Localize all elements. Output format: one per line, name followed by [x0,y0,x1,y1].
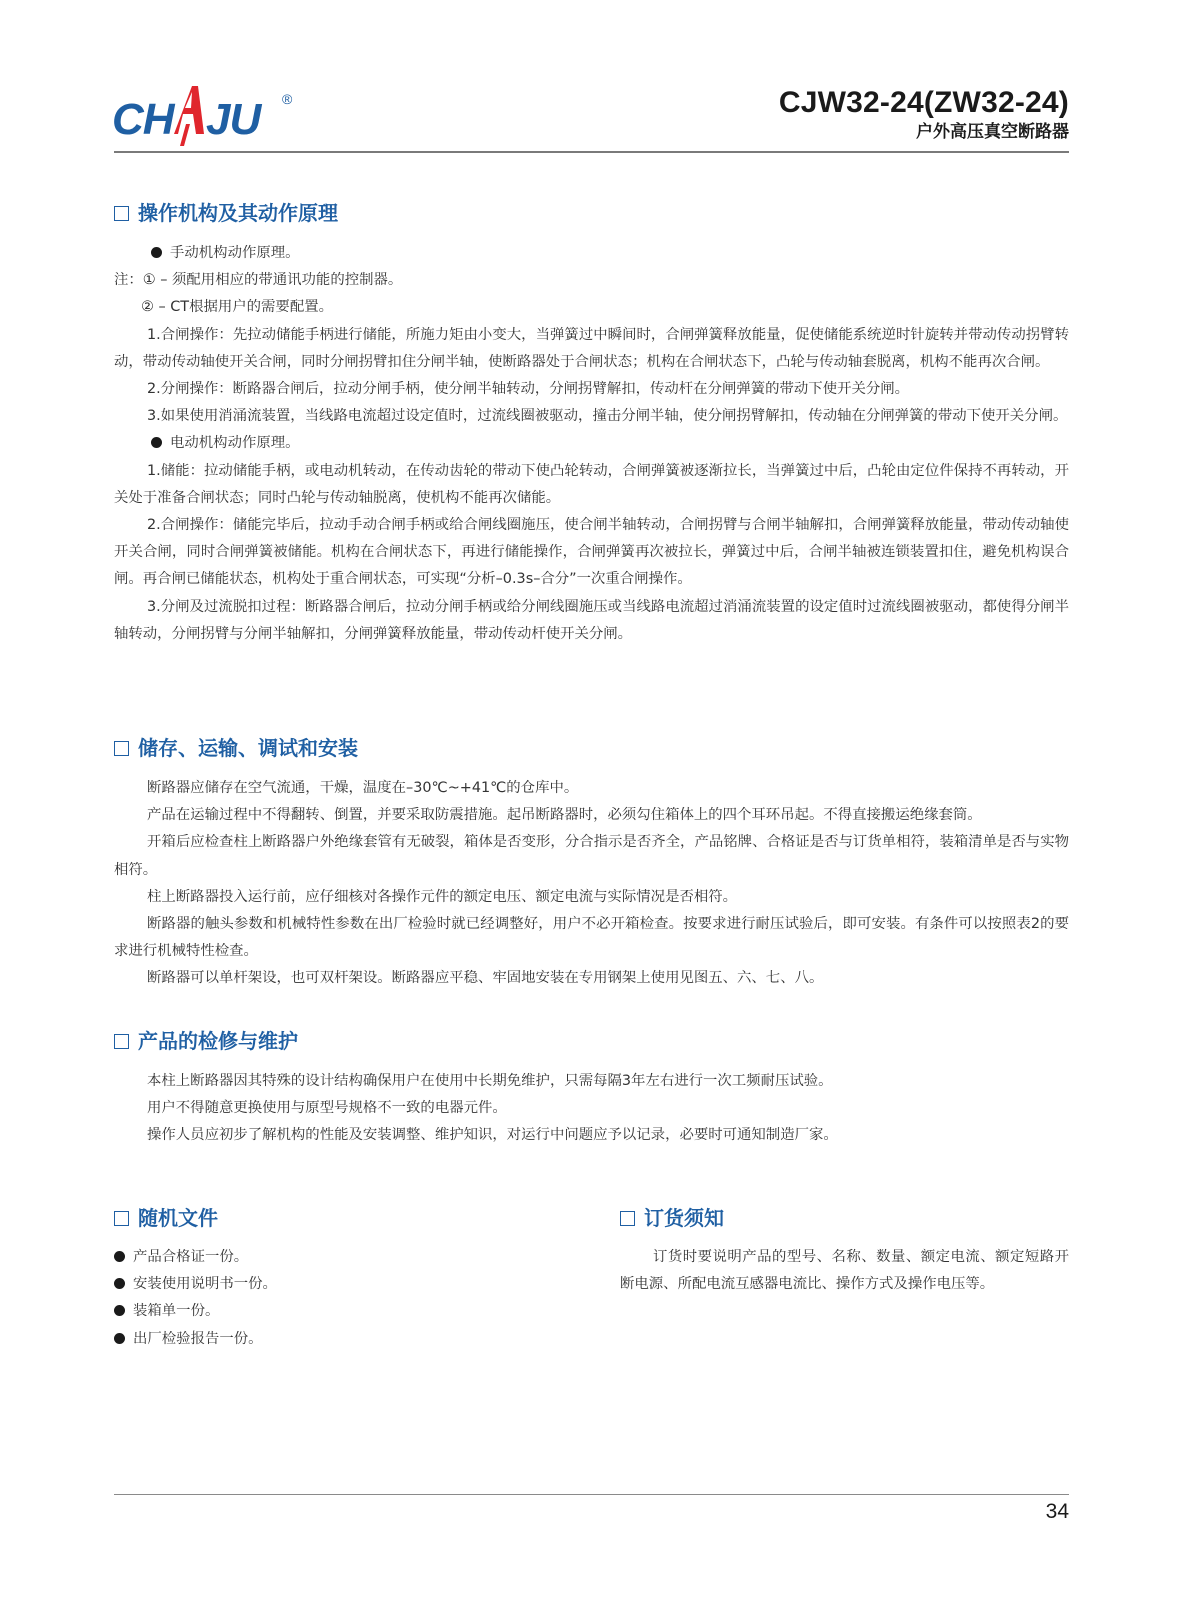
paragraph: 1.合闸操作：先拉动储能手柄进行储能，所施力矩由小变大，当弹簧过中瞬间时，合闸弹簧释放能量，促使储能系统逆时针旋转并带动传动拐臂转动，带动传动轴使开关合闸，同时分闸拐臂扣住分闸半轴，使断路器处于合闸状态；机构在合闸状态下，凸轮与传动轴套脱离，机构不能再次合闸。 [114,326,1069,370]
footer-divider [114,1494,1069,1495]
paragraph: 1.储能：拉动储能手柄，或电动机转动，在传动齿轮的带动下使凸轮转动，合闸弹簧被逐渐拉长，当弹簧过中后，凸轮由定位件保持不再转动，开关处于准备合闸状态；同时凸轮与传动轴脱离，使机构不能再次储能。 [114,462,1069,506]
checkbox-square-icon [114,1034,129,1049]
paragraph: 3.如果使用消涌流装置，当线路电流超过设定值时，过流线圈被驱动，撞击分闸半轴，使分闸拐臂解扣，传动轴在分闸弹簧的带动下使开关分闸。 [147,408,1068,425]
paragraph: 断路器可以单杆架设，也可双杆架设。断路器应平稳、牢固地安装在专用钢架上使用见图五、六、七、八。 [147,970,824,987]
paragraph: 3.分闸及过流脱扣过程：断路器合闸后，拉动分闸手柄或给分闸线圈施压或当线路电流超过消涌流装置的设定值时过流线圈被驱动，都使得分闸半轴转动，分闸拐臂与分闸半轴解扣，分闸弹簧释放能量，带动传动杆使开关分闸。 [114,598,1069,642]
list-item [114,1271,554,1298]
checkbox-square-icon [114,741,129,756]
bullet-icon [114,1305,125,1316]
paragraph: 本柱上断路器因其特殊的设计结构确保用户在使用中长期免维护，只需每隔3年左右进行一次工频耐压试验。 [147,1073,833,1089]
product-subtitle: 户外高压真空断路器 [916,122,1069,142]
chaju-logo-icon [112,84,312,154]
storage-body [114,775,1069,993]
section-title-text: 产品的检修与维护 [138,1029,298,1053]
list-item-text: 出厂检验报告一份。 [133,1330,263,1347]
product-model: CJW32-24(ZW32-24) [778,86,1069,119]
bullet-icon [151,247,162,258]
list-item-text: 安装使用说明书一份。 [133,1276,277,1293]
paragraph: 产品在运输过程中不得翻转、倒置，并要采取防震措施。起吊断路器时，必须勾住箱体上的四个耳环吊起。不得直接搬运绝缘套筒。 [147,807,982,824]
maintenance-body [114,1068,1069,1150]
checkbox-square-icon [114,206,129,221]
section-title-storage [114,736,358,760]
checkbox-square-icon [114,1211,129,1226]
section-title-text: 操作机构及其动作原理 [138,201,338,225]
note-2: ② – CT根据用户的需要配置。 [141,299,333,316]
bullet-item [114,430,1069,457]
header-divider [114,151,1069,153]
bullet-item [114,240,1069,267]
bullet-icon [114,1333,125,1344]
section-title-text: 储存、运输、调试和安装 [138,736,358,760]
svg-text:CH: CH [112,95,174,144]
paragraph: 订货时要说明产品的型号、名称、数量、额定电流、额定短路开断电源、所配电流互感器电流比、操作方式及操作电压等。 [620,1249,1069,1293]
paragraph: 柱上断路器投入运行前，应仔细核对各操作元件的额定电压、额定电流与实际情况是否相符。 [147,888,738,905]
brand-logo [112,84,312,154]
page-number: 34 [1045,1500,1069,1523]
bullet-icon [114,1251,125,1262]
section-title-ordering [620,1206,724,1230]
section-title-text: 随机文件 [138,1206,218,1230]
ordering-body [620,1244,1069,1298]
bullet-text: 手动机构动作原理。 [170,245,300,261]
paragraph: 开箱后应检查柱上断路器户外绝缘套管有无破裂，箱体是否变形，分合指示是否齐全，产品铭牌、合格证是否与订货单相符，装箱清单是否与实物相符。 [114,834,1069,878]
list-item-text: 产品合格证一份。 [133,1249,249,1265]
section-title-documents [114,1206,218,1230]
note-1: 注：① – 须配用相应的带通讯功能的控制器。 [114,272,403,289]
list-item [114,1298,554,1325]
list-item-text: 装箱单一份。 [133,1303,220,1320]
document-header [779,86,1069,143]
list-item [114,1326,554,1353]
section-title-mechanism [114,201,338,225]
section-title-maintenance [114,1029,298,1053]
paragraph: 用户不得随意更换使用与原型号规格不一致的电器元件。 [147,1100,507,1117]
paragraph: 操作人员应初步了解机构的性能及安装调整、维护知识，对运行中问题应予以记录，必要时可通知制造厂家。 [147,1127,838,1144]
svg-text:®: ® [282,91,293,107]
paragraph: 2.合闸操作：储能完毕后，拉动手动合闸手柄或给合闸线圈施压，使合闸半轴转动，合闸拐臂与合闸半轴解扣，合闸弹簧释放能量，带动传动轴使开关合闸，同时合闸弹簧被储能。机构在合闸状态下，再进行储能操作，合闸弹簧再次被拉长，弹簧过中后，合闸半轴被连锁装置扣住，避免机构误合闸。再合闸已储能状态，机构处于重合闸状态，可实现“分析–0.3s–合分”一次重合闸操作。 [114,517,1069,588]
paragraph: 断路器应储存在空气流通，干燥，温度在–30℃~+41℃的仓库中。 [147,780,579,796]
documents-list [114,1244,554,1353]
bullet-icon [114,1278,125,1289]
bullet-icon [151,437,162,448]
checkbox-square-icon [620,1211,635,1226]
svg-text:JU: JU [206,95,261,144]
paragraph: 断路器的触头参数和机械特性参数在出厂检验时就已经调整好，用户不必开箱检查。按要求进行耐压试验后，即可安装。有条件可以按照表2的要求进行机械特性检查。 [114,916,1069,960]
bullet-text: 电动机构动作原理。 [170,435,300,452]
paragraph: 2.分闸操作：断路器合闸后，拉动分闸手柄，使分闸半轴转动，分闸拐臂解扣，传动杆在分闸弹簧的带动下使开关分闸。 [147,381,910,398]
list-item [114,1244,554,1271]
mechanism-body [114,240,1069,648]
section-title-text: 订货须知 [644,1206,724,1230]
